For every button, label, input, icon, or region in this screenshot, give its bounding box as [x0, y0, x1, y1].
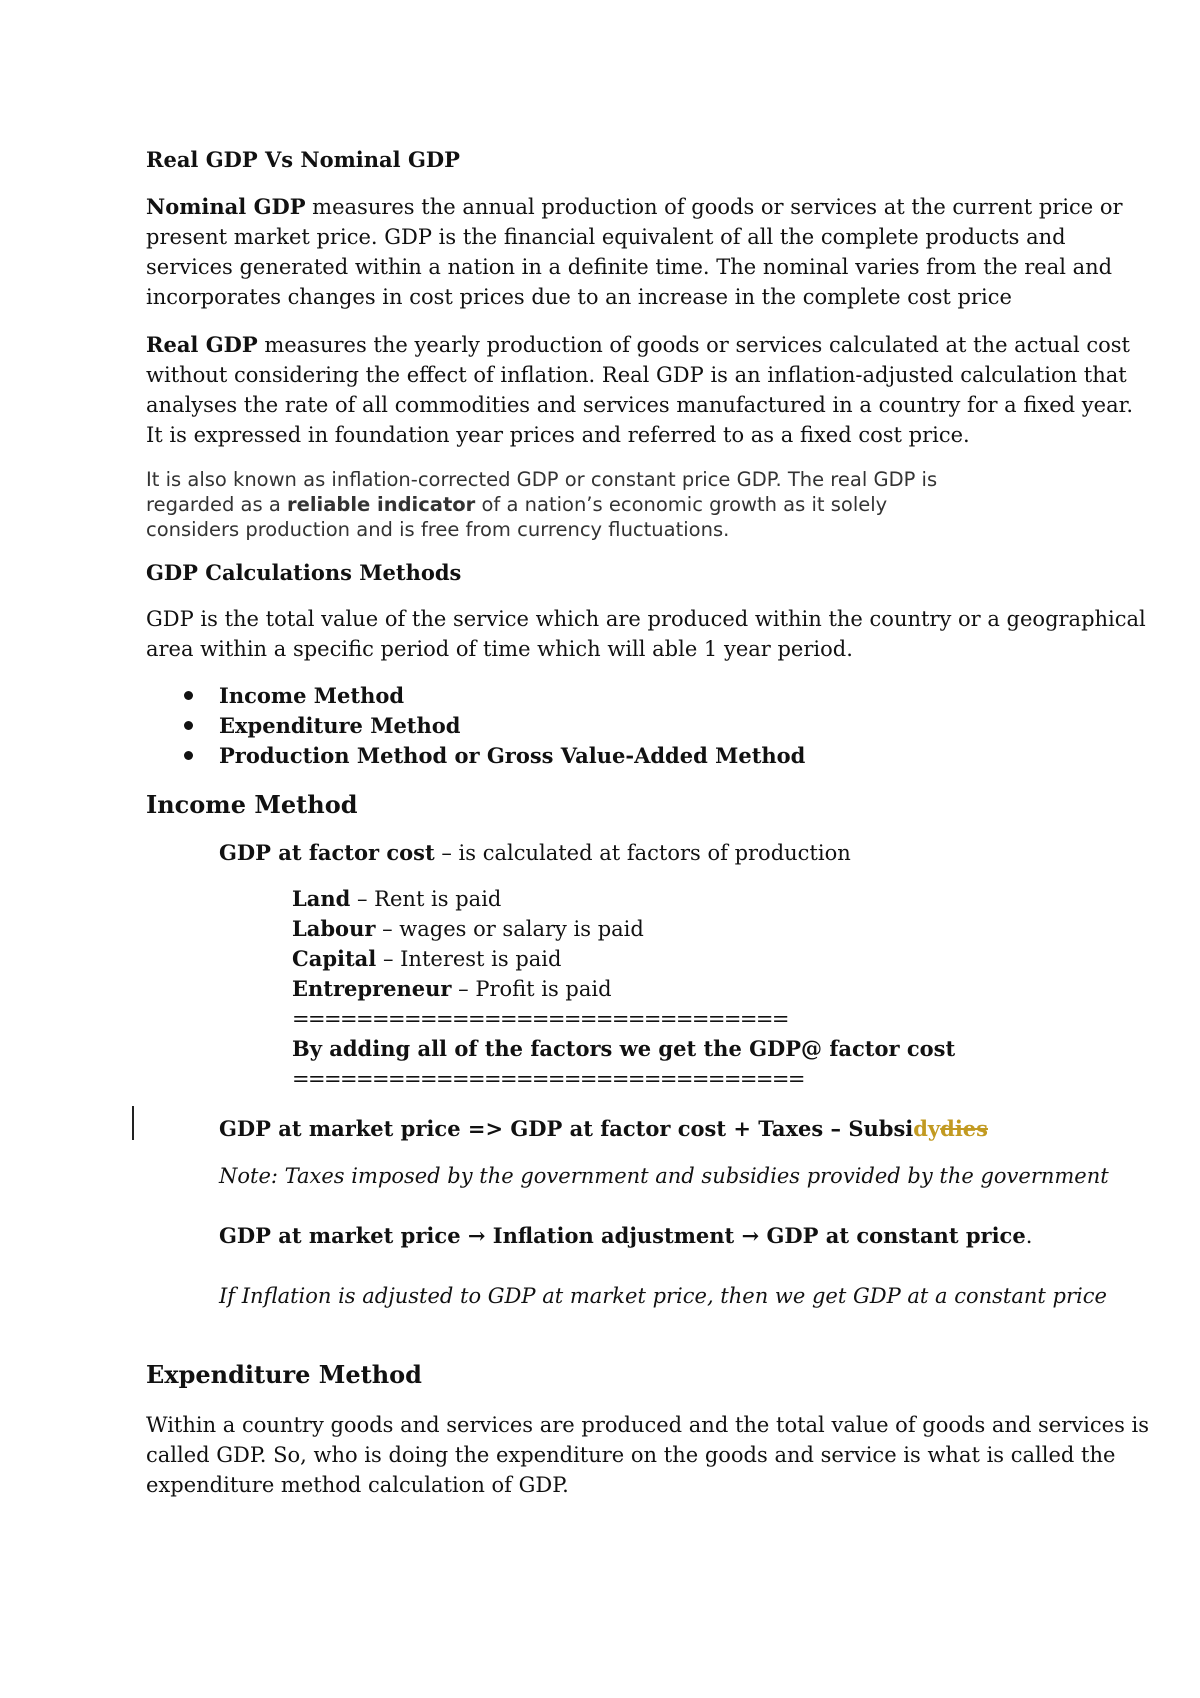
- nominal-line-3: services generated within a nation in a definite time. The nominal varies from the real and: [146, 255, 1113, 279]
- calc-para-line-1: GDP is the total value of the service which are produced within the country or a geographical: [146, 607, 1146, 631]
- real-line-4: It is expressed in foundation year prices and referred to as a fixed cost price.: [146, 423, 970, 447]
- note-text: Note: Taxes imposed by the government and subsidies provided by the government: [219, 1164, 1109, 1188]
- list-item: Expenditure Method: [219, 713, 461, 738]
- bullet-dot: [184, 691, 193, 700]
- factor-labour: Labour – wages or salary is paid: [292, 916, 644, 941]
- also-line-2-pre: regarded as a: [146, 493, 287, 516]
- reliable-indicator-text: reliable indicator: [287, 493, 476, 516]
- real-line-1: measures the yearly production of goods or services calculated at the actual cost: [257, 333, 1130, 357]
- document-title: Real GDP Vs Nominal GDP: [146, 147, 460, 172]
- bullet-dot: [184, 721, 193, 730]
- factor-land: Land – Rent is paid: [292, 886, 502, 911]
- income-method-heading: Income Method: [146, 790, 358, 819]
- also-line-1: It is also known as inflation-corrected GDP or constant price GDP. The real GDP is: [146, 468, 938, 491]
- arrow-right-icon: →: [741, 1223, 760, 1248]
- tracked-insertion: dy: [913, 1116, 941, 1141]
- real-gdp-term: Real GDP: [146, 332, 258, 357]
- text-cursor: [132, 1106, 134, 1140]
- constant-price-flow: GDP at market price → Inflation adjustment → GDP at constant price.: [219, 1223, 1033, 1248]
- market-price-formula: GDP at market price => GDP at factor cost + Taxes – Subsidydies: [219, 1116, 988, 1141]
- nominal-gdp-term: Nominal GDP: [146, 194, 306, 219]
- factor-capital: Capital – Interest is paid: [292, 946, 562, 971]
- adding-factors-text: By adding all of the factors we get the GDP@ factor cost: [292, 1036, 956, 1061]
- factor-entrepreneur: Entrepreneur – Profit is paid: [292, 976, 612, 1001]
- expenditure-line-2: called GDP. So, who is doing the expenditure on the goods and service is what is called the: [146, 1443, 1116, 1467]
- also-line-2-post: of a nation’s economic growth as it solely: [475, 493, 888, 516]
- nominal-line-1: measures the annual production of goods or services at the current price or: [305, 195, 1123, 219]
- expenditure-line-3: expenditure method calculation of GDP.: [146, 1473, 569, 1497]
- arrow-right-icon: →: [467, 1223, 486, 1248]
- calc-para-line-2: area within a specific period of time which will able 1 year period.: [146, 637, 853, 661]
- real-line-3: analyses the rate of all commodities and services manufactured in a country for a fixed year.: [146, 393, 1133, 417]
- bullet-dot: [184, 751, 193, 760]
- factor-cost-desc: – is calculated at factors of production: [434, 841, 851, 865]
- real-line-2: without considering the effect of inflation. Real GDP is an inflation-adjusted calculation that: [146, 363, 1127, 387]
- list-item: Production Method or Gross Value-Added Method: [219, 743, 806, 768]
- calc-methods-heading: GDP Calculations Methods: [146, 560, 462, 585]
- separator-line: ===============================: [292, 1007, 788, 1031]
- tracked-deletion: dies: [940, 1116, 988, 1141]
- nominal-line-2: present market price. GDP is the financial equivalent of all the complete products and: [146, 225, 1066, 249]
- list-item: Income Method: [219, 683, 405, 708]
- factor-cost-term: GDP at factor cost: [219, 840, 435, 865]
- nominal-line-4: incorporates changes in cost prices due to an increase in the complete cost price: [146, 285, 1012, 309]
- if-inflation-text: If Inflation is adjusted to GDP at market price, then we get GDP at a constant price: [219, 1284, 1107, 1308]
- separator-line: ================================: [292, 1067, 804, 1091]
- also-line-3: considers production and is free from currency fluctuations.: [146, 518, 730, 541]
- expenditure-line-1: Within a country goods and services are produced and the total value of goods and services is: [146, 1413, 1150, 1437]
- expenditure-method-heading: Expenditure Method: [146, 1360, 422, 1389]
